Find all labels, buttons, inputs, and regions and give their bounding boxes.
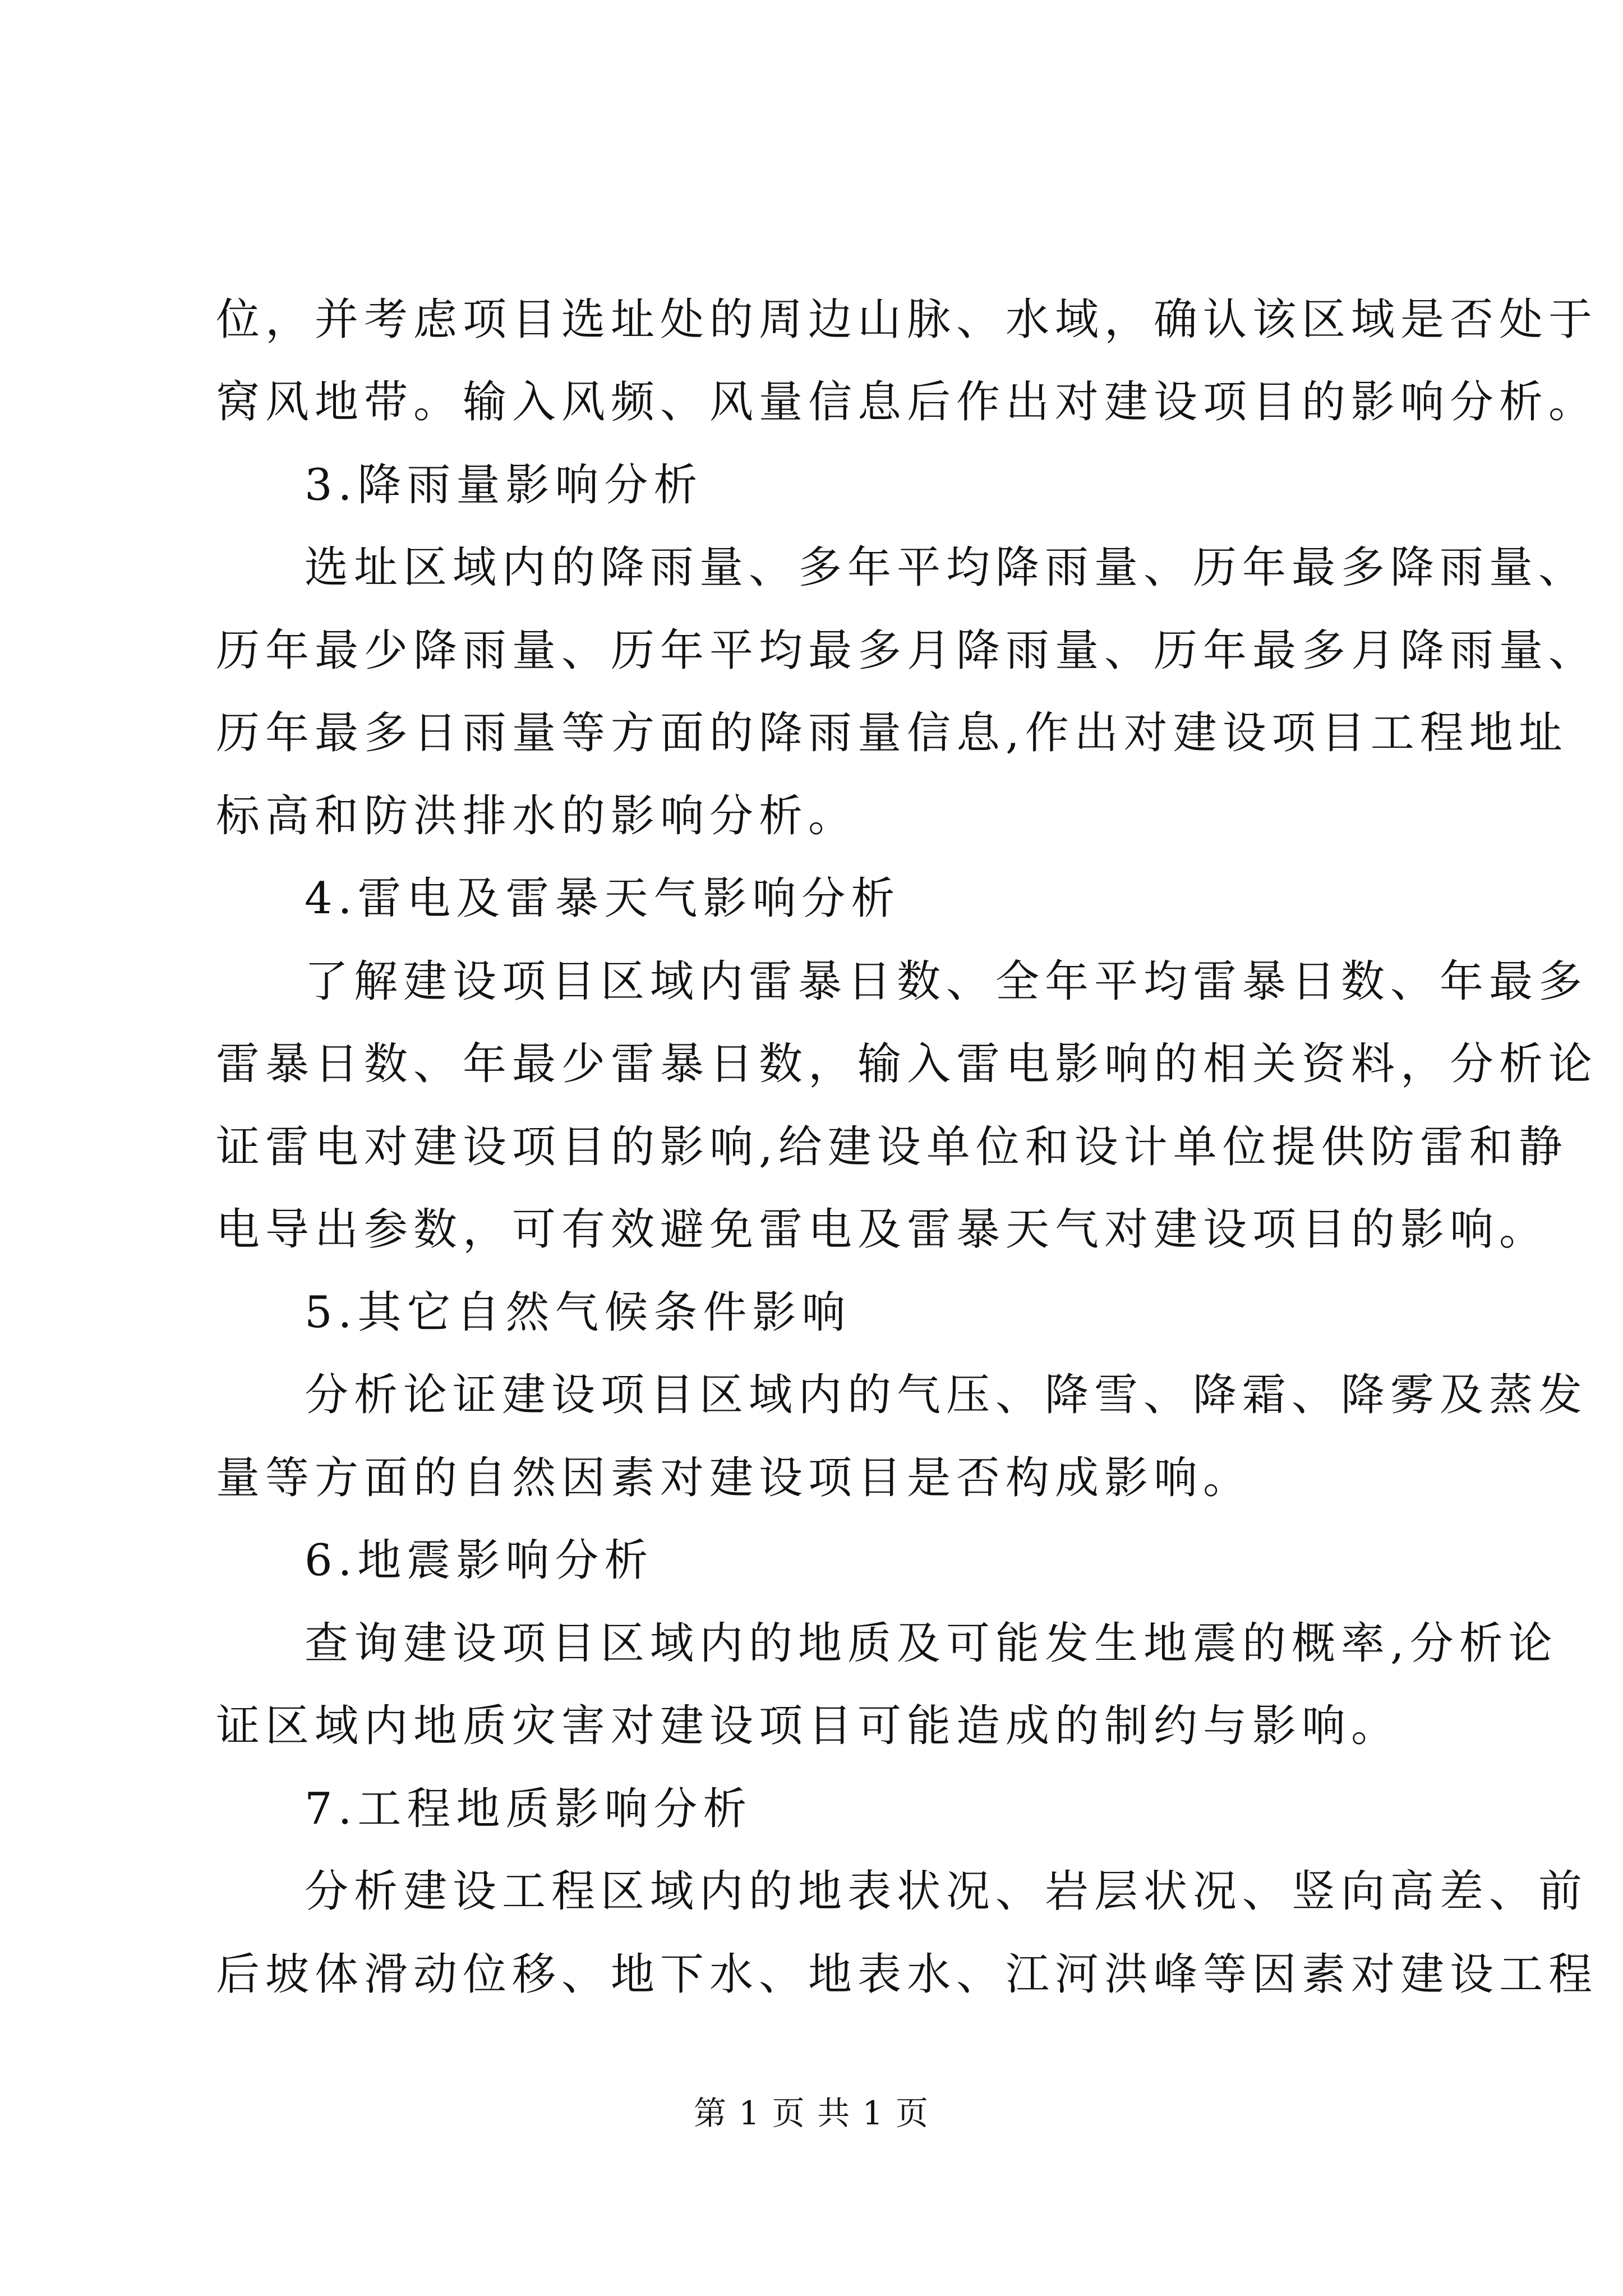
section-heading-6: 6.地震影响分析 [305,1535,654,1586]
text-line-18: 证区域内地质灾害对建设项目可能造成的制约与影响。 [216,1701,1401,1751]
text-line-14: 分析论证建设项目区域内的气压、降雪、降霜、降雾及蒸发 [305,1370,1588,1420]
text-line-9: 了解建设项目区域内雷暴日数、全年平均雷暴日数、年最多 [305,956,1588,1007]
text-line-1: 位，并考虑项目选址处的周边山脉、水域，确认该区域是否处于 [216,295,1598,345]
page-footer: 第 1 页 共 1 页 [694,2094,929,2132]
text-line-15: 量等方面的自然因素对建设项目是否构成影响。 [216,1453,1253,1503]
text-line-10: 雷暴日数、年最少雷暴日数，输入雷电影响的相关资料，分析论 [216,1039,1598,1089]
text-line-7: 标高和防洪排水的影响分析。 [216,791,858,841]
section-heading-5: 5.其它自然气候条件影响 [305,1287,851,1338]
text-line-20: 分析建设工程区域内的地表状况、岩层状况、竖向高差、前 [305,1866,1588,1917]
section-heading-4: 4.雷电及雷暴天气影响分析 [305,873,901,924]
text-line-17: 查询建设项目区域内的地质及可能发生地震的概率,分析论 [305,1618,1558,1669]
section-heading-7: 7.工程地质影响分析 [305,1784,753,1834]
text-line-21: 后坡体滑动位移、地下水、地表水、江河洪峰等因素对建设工程 [216,1949,1598,2000]
text-line-4: 选址区域内的降雨量、多年平均降雨量、历年最多降雨量、 [305,542,1588,593]
text-line-11: 证雷电对建设项目的影响,给建设单位和设计单位提供防雷和静 [216,1122,1568,1172]
text-line-12: 电导出参数，可有效避免雷电及雷暴天气对建设项目的影响。 [216,1204,1549,1255]
text-line-2: 窝风地带。输入风频、风量信息后作出对建设项目的影响分析。 [216,377,1598,427]
section-heading-3: 3.降雨量影响分析 [305,460,703,510]
text-line-6: 历年最多日雨量等方面的降雨量信息,作出对建设项目工程地址 [216,708,1568,758]
text-line-5: 历年最少降雨量、历年平均最多月降雨量、历年最多月降雨量、 [216,625,1598,676]
